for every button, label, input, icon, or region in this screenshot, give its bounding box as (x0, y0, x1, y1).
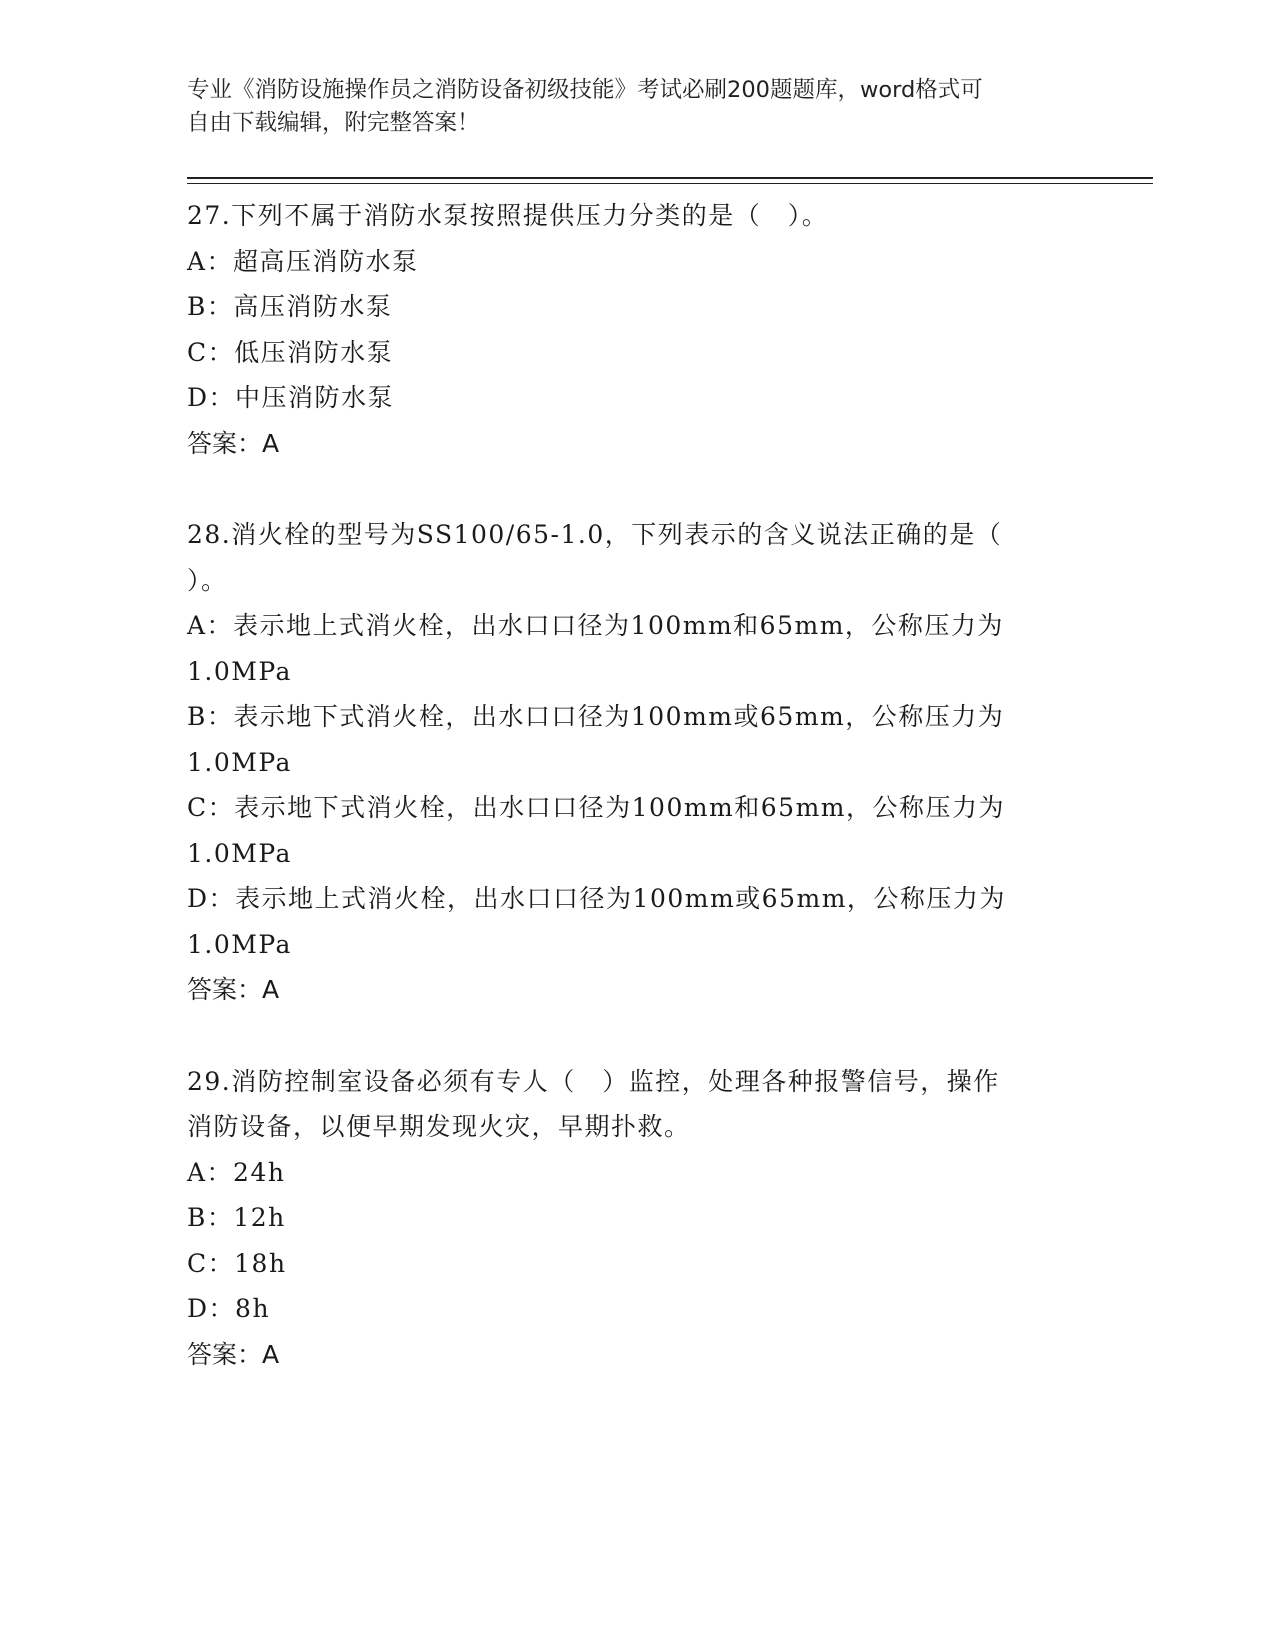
option-a-continued: 1.0MPa (187, 656, 292, 686)
question-stem-continued: 消防设备，以便早期发现火灾，早期扑救。 (187, 1112, 691, 1141)
answer-label: 答案：A (187, 428, 280, 458)
option-a: A：24h (187, 1157, 286, 1187)
option-d: D：8h (187, 1294, 271, 1323)
document-header (187, 74, 1067, 140)
header-line-1: 专业《消防设施操作员之消防设备初级技能》考试必刷200题题库，word格式可 (187, 77, 983, 103)
option-c: C：表示地下式消火栓，出水口口径为100mm和65mm，公称压力为 (187, 793, 1005, 822)
option-c: C：18h (187, 1248, 287, 1278)
question-stem: 29.消防控制室设备必须有专人（ ）监控，处理各种报警信号，操作 (187, 1066, 1000, 1096)
option-d-continued: 1.0MPa (187, 929, 292, 959)
option-d: D：表示地上式消火栓，出水口口径为100mm或65mm，公称压力为 (187, 884, 1006, 913)
option-b: B：表示地下式消火栓，出水口口径为100mm或65mm，公称压力为 (187, 702, 1005, 731)
option-c: C：低压消防水泵 (187, 337, 394, 367)
question-list (187, 193, 1067, 1377)
header-divider-thin (187, 183, 1153, 184)
option-d: D：中压消防水泵 (187, 383, 395, 412)
option-b-continued: 1.0MPa (187, 747, 292, 777)
question-stem-continued: ）。 (187, 565, 228, 595)
option-b: B：高压消防水泵 (187, 292, 393, 321)
option-a: A：超高压消防水泵 (187, 246, 419, 276)
option-c-continued: 1.0MPa (187, 838, 292, 868)
option-a: A：表示地上式消火栓，出水口口径为100mm和65mm，公称压力为 (187, 611, 1004, 640)
question-28 (187, 512, 1067, 1013)
header-line-2: 自由下载编辑，附完整答案！ (187, 110, 480, 136)
question-29 (187, 1059, 1067, 1378)
answer-label: 答案：A (187, 1339, 280, 1369)
question-stem: 27.下列不属于消防水泵按照提供压力分类的是（ ）。 (187, 201, 829, 230)
header-divider-thick (187, 177, 1153, 179)
answer-label: 答案：A (187, 975, 280, 1004)
question-27 (187, 193, 1067, 466)
option-b: B：12h (187, 1203, 286, 1232)
question-stem: 28.消火栓的型号为SS100/65-1.0，下列表示的含义说法正确的是（ (187, 520, 1003, 549)
